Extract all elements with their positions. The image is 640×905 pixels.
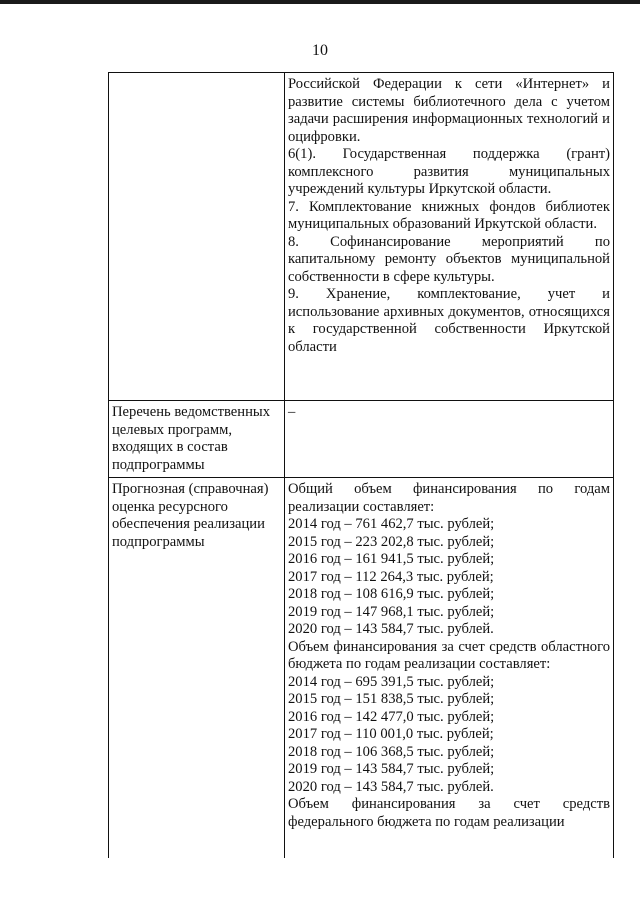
funding-regional-year-line: 2019 год – 143 584,7 тыс. рублей;: [288, 761, 495, 777]
programs-label: Перечень ведомственных целевых программ, входящих в состав подпрограммы: [109, 401, 285, 478]
funding-regional-year-line: 2020 год – 143 584,7 тыс. рублей.: [288, 778, 494, 795]
funding-label: Прогнозная (справочная) оценка ресурсного обеспечения реализации подпрограммы: [109, 478, 285, 858]
funding-text-cell: [285, 478, 614, 858]
scan-top-edge: [0, 0, 640, 4]
subprogram-passport-table: [108, 72, 614, 858]
continuation-paragraph: 9. Хранение, комплектование, учет и использование архивных документов, относящихся к государственной собственности Иркутской области: [288, 286, 610, 355]
funding-total-year-line: 2017 год – 112 264,3 тыс. рублей;: [288, 568, 494, 585]
funding-total-year-line: 2018 год – 108 616,9 тыс. рублей;: [288, 586, 495, 602]
funding-regional-year-line: 2016 год – 142 477,0 тыс. рублей;: [288, 708, 495, 725]
continuation-paragraph: 7. Комплектование книжных фондов библиотек муниципальных образований Иркутской области.: [288, 198, 610, 232]
funding-regional-year-line: 2015 год – 151 838,5 тыс. рублей;: [288, 691, 495, 707]
funding-total-year-line: 2020 год – 143 584,7 тыс. рублей.: [288, 621, 494, 637]
funding-regional-year-line: 2018 год – 106 368,5 тыс. рублей;: [288, 743, 495, 760]
funding-regional-intro: Объем финансирования за счет средств областного бюджета по годам реализации составляет:: [288, 638, 610, 672]
programs-value: –: [285, 401, 614, 478]
table-row-funding: [109, 478, 614, 858]
funding-regional-year-line: 2014 год – 695 391,5 тыс. рублей;: [288, 673, 495, 690]
continuation-paragraph: Российской Федерации к сети «Интернет» и развитие системы библиотечного дела с учетом задачи расширения информационных технологий и оцифровки.: [288, 76, 610, 145]
continuation-paragraph: 6(1). Государственная поддержка (грант) комплексного развития муниципальных учреждений культуры Иркутской области.: [288, 146, 610, 197]
funding-total-year-line: 2016 год – 161 941,5 тыс. рублей;: [288, 551, 495, 567]
page-number: 10: [312, 42, 328, 59]
funding-total-year-line: 2014 год – 761 462,7 тыс. рублей;: [288, 516, 495, 532]
continuation-paragraph: 8. Софинансирование мероприятий по капитальному ремонту объектов муниципальной собственности в сфере культуры.: [288, 233, 610, 285]
funding-federal-intro: Объем финансирования за счет средств федерального бюджета по годам реализации: [288, 796, 610, 830]
table-row-continuation: [109, 73, 614, 401]
continuation-text-cell: [285, 73, 614, 401]
funding-regional-year-line: 2017 год – 110 001,0 тыс. рублей;: [288, 726, 494, 742]
funding-total-year-line: 2015 год – 223 202,8 тыс. рублей;: [288, 533, 495, 550]
continuation-label-cell: [109, 73, 285, 401]
funding-total-intro: Общий объем финансирования по годам реализации составляет:: [288, 481, 610, 515]
table-row-programs: [109, 401, 614, 478]
funding-total-year-line: 2019 год – 147 968,1 тыс. рублей;: [288, 603, 495, 620]
